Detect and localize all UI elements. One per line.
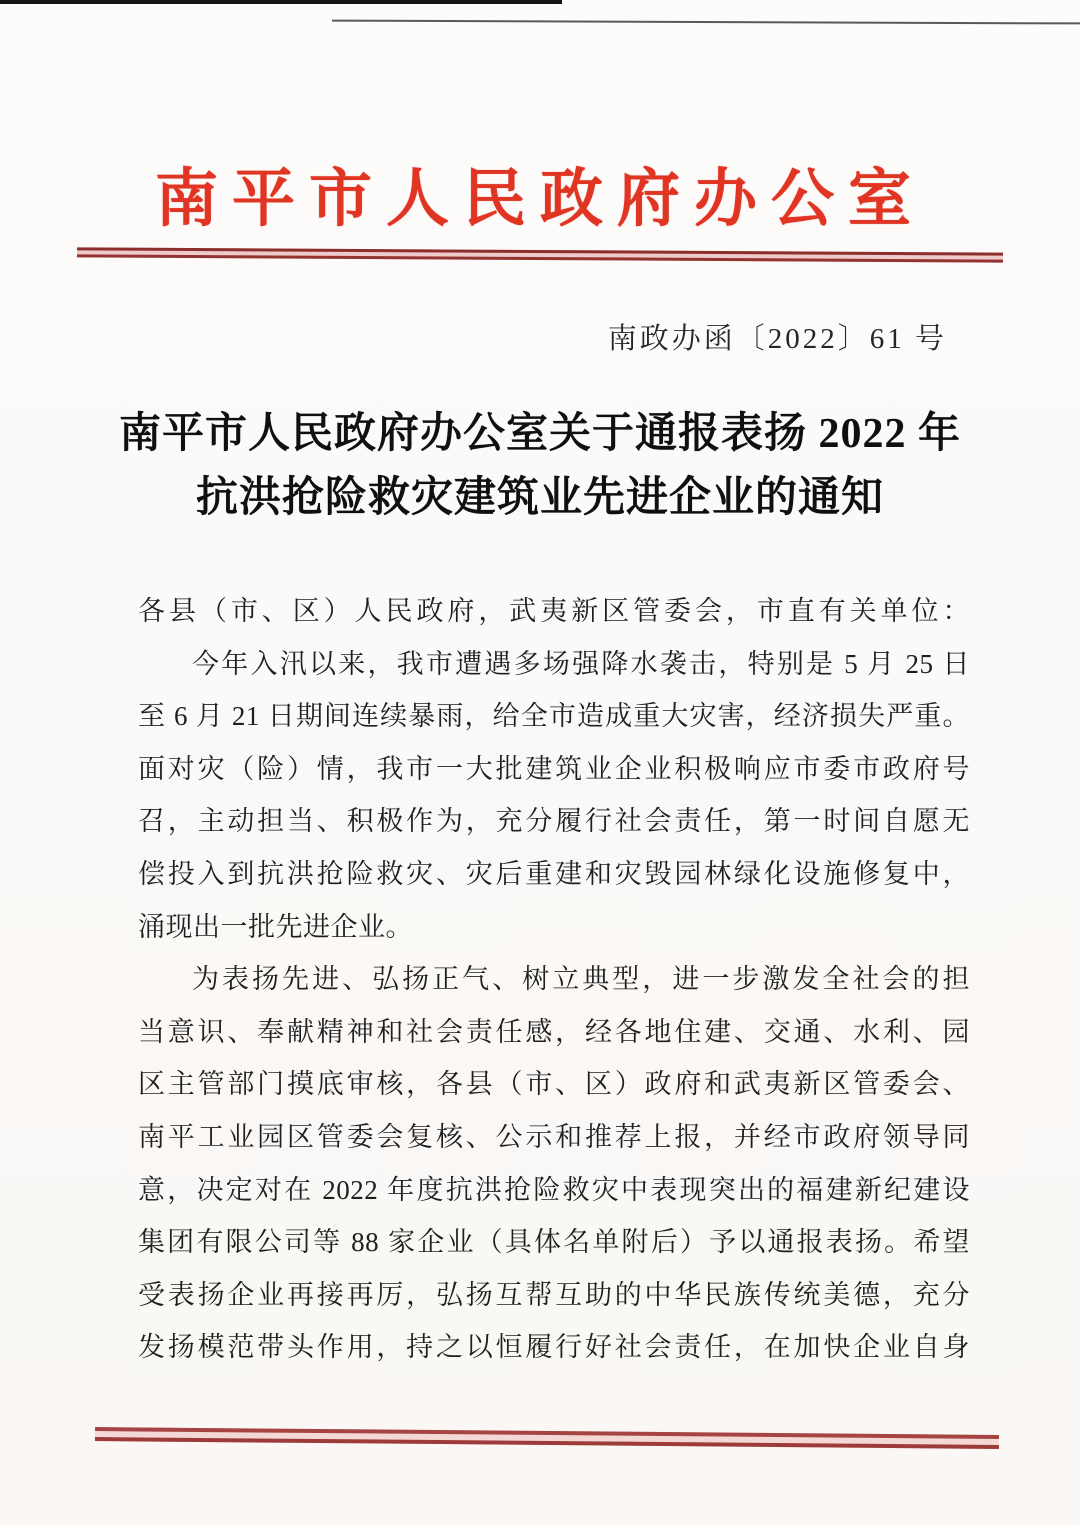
body-line: 偿投入到抗洪抢险救灾、灾后重建和灾毁园林绿化设施修复中， <box>138 858 970 889</box>
agency-header: 南平市人民政府办公室 <box>155 164 925 234</box>
body-line: 涌现出一批先进企业。 <box>138 911 413 942</box>
document-title-line1: 南平市人民政府办公室关于通报表扬 2022 年 <box>118 411 961 457</box>
document-title-line2: 抗洪抢险救灾建筑业先进企业的通知 <box>195 475 884 521</box>
document-title <box>0 402 1080 530</box>
body-line: 集团有限公司等 88 家企业（具体名单附后）予以通报表扬。希望 <box>138 1227 970 1258</box>
body-line: 南平工业园区管委会复核、公示和推荐上报，并经市政府领导同 <box>138 1121 970 1152</box>
body-line: 意，决定对在 2022 年度抗洪抢险救灾中表现突出的福建新纪建设 <box>138 1174 970 1205</box>
body-line: 为表扬先进、弘扬正气、树立典型，进一步激发全社会的担 <box>192 964 970 995</box>
body-line: 当意识、奉献精神和社会责任感，经各地住建、交通、水利、园 <box>138 1016 970 1047</box>
body-line: 面对灾（险）情，我市一大批建筑业企业积极响应市委市政府号 <box>138 753 970 784</box>
body-line: 区主管部门摸底审核，各县（市、区）政府和武夷新区管委会、 <box>138 1069 970 1100</box>
body-line: 受表扬企业再接再厉，弘扬互帮互助的中华民族传统美德，充分 <box>138 1279 970 1310</box>
body-line: 发扬模范带头作用，持之以恒履行好社会责任，在加快企业自身 <box>138 1332 970 1363</box>
document-body <box>138 585 970 1374</box>
scanner-top-strip <box>0 0 562 4</box>
document-number: 南政办函〔2022〕61 号 <box>607 323 947 355</box>
header-double-rule <box>77 247 1003 262</box>
body-line: 至 6 月 21 日期间连续暴雨，给全市造成重大灾害，经济损失严重。 <box>138 701 970 732</box>
scanner-artifact-line <box>332 20 1080 25</box>
body-line-salutation: 各县（市、区）人民政府，武夷新区管委会，市直有关单位： <box>138 596 970 626</box>
footer-double-rule <box>95 1427 999 1449</box>
body-line: 今年入汛以来，我市遭遇多场强降水袭击，特别是 5 月 25 日 <box>192 648 970 679</box>
body-line: 召，主动担当、积极作为，充分履行社会责任，第一时间自愿无 <box>138 806 970 837</box>
